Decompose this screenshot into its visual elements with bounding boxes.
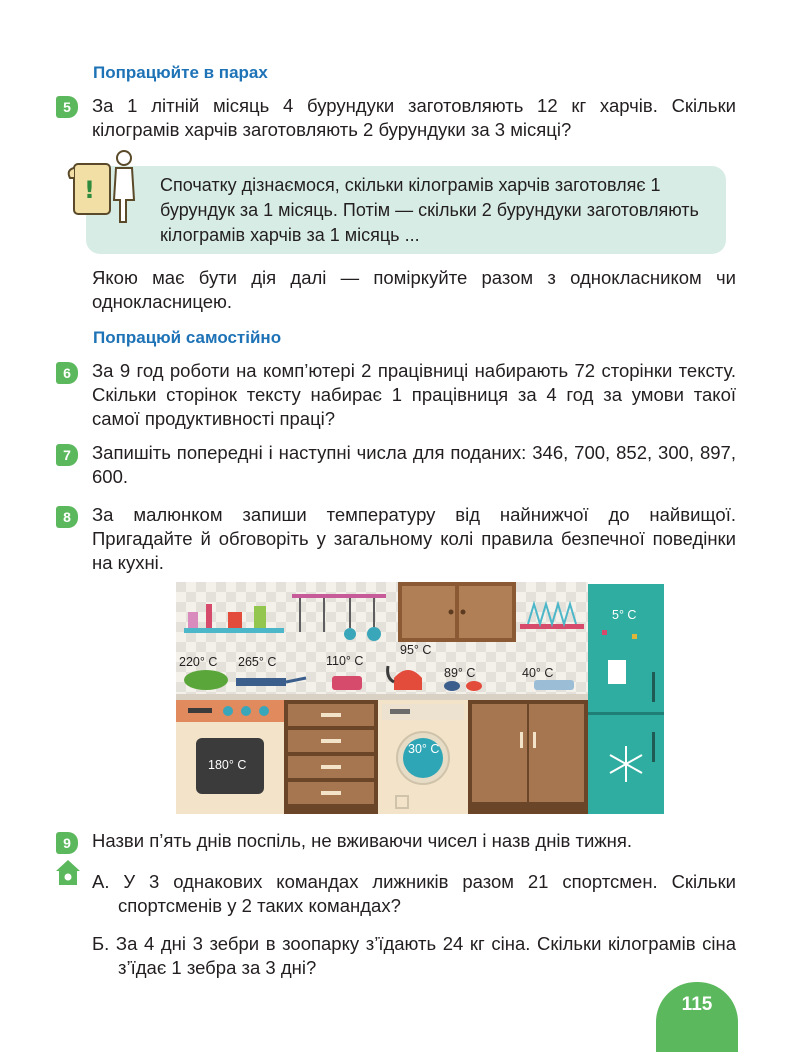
task-8-text: За малюнком запиши температуру від найнижчої до найвищої. Пригадайте й обговоріть у загальному колі правила безпечної поведінки на кухні. xyxy=(92,504,736,573)
task-7-text: Запишіть попередні і наступні числа для поданих: 346, 700, 852, 300, 897, 600. xyxy=(92,442,736,487)
hint-character-icon xyxy=(60,148,146,228)
task-9-badge: 9 xyxy=(56,832,78,854)
temp-dish-label: 40° C xyxy=(522,666,554,680)
discussion-text: Якою має бути дія далі — поміркуйте разом з однокласником чи однокласницею. xyxy=(92,267,736,312)
temp-toaster-label: 110° C xyxy=(326,654,364,668)
svg-text:!: ! xyxy=(84,176,95,204)
home-task-b: Б. За 4 дні 3 зебри в зоопарку з’їдають 24 кг сіна. Скільки кілограмів сіна з’їдає 1 зебра за 3 дні? xyxy=(92,933,736,978)
task-5-text: За 1 літній місяць 4 бурундуки заготовляють 12 кг харчів. Скільки кілограмів харчів заготовляють 2 бурундуки за 3 місяці? xyxy=(92,95,736,140)
solo-work-heading: Попрацюй самостійно xyxy=(93,328,282,347)
temp-washer-label: 30° C xyxy=(408,742,440,756)
task-5-badge: 5 xyxy=(56,96,78,118)
page-number: 115 xyxy=(656,982,738,1052)
temp-frying-pan-label: 265° C xyxy=(238,655,277,669)
temp-oven-label: 180° C xyxy=(208,758,247,772)
task-7-badge: 7 xyxy=(56,444,78,466)
temp-cups-label: 89° C xyxy=(444,666,476,680)
temp-fridge-label: 5° C xyxy=(612,608,637,622)
pair-work-heading: Попрацюйте в парах xyxy=(93,63,268,82)
temp-pan-label: 220° C xyxy=(179,655,218,669)
task-6-text: За 9 год роботи на комп’ютері 2 працівниці набирають 72 сторінки тексту. Скільки сторінок тексту набирає 1 працівниця за 4 год за умови такої самої продуктивності праці? xyxy=(92,360,736,429)
task-8-badge: 8 xyxy=(56,506,78,528)
home-icon xyxy=(53,858,83,886)
task-6-badge: 6 xyxy=(56,362,78,384)
kitchen-scene xyxy=(176,582,736,814)
hint-text: Спочатку дізнаємося, скільки кілограмів харчів заготовляє 1 бурундук за 1 місяць. Потім — скільки 2 бурундуки заготовляють кілограмів харчів за 1 місяць ... xyxy=(160,175,699,245)
kitchen-illustration xyxy=(176,582,736,814)
task-9-text: Назви п’ять днів поспіль, не вживаючи чисел і назв днів тижня. xyxy=(92,830,633,851)
temp-kettle-label: 95° C xyxy=(400,643,432,657)
home-task-a: А. У 3 однакових командах лижників разом 21 спортсмен. Скільки спортсменів у 2 таких командах? xyxy=(92,871,736,916)
